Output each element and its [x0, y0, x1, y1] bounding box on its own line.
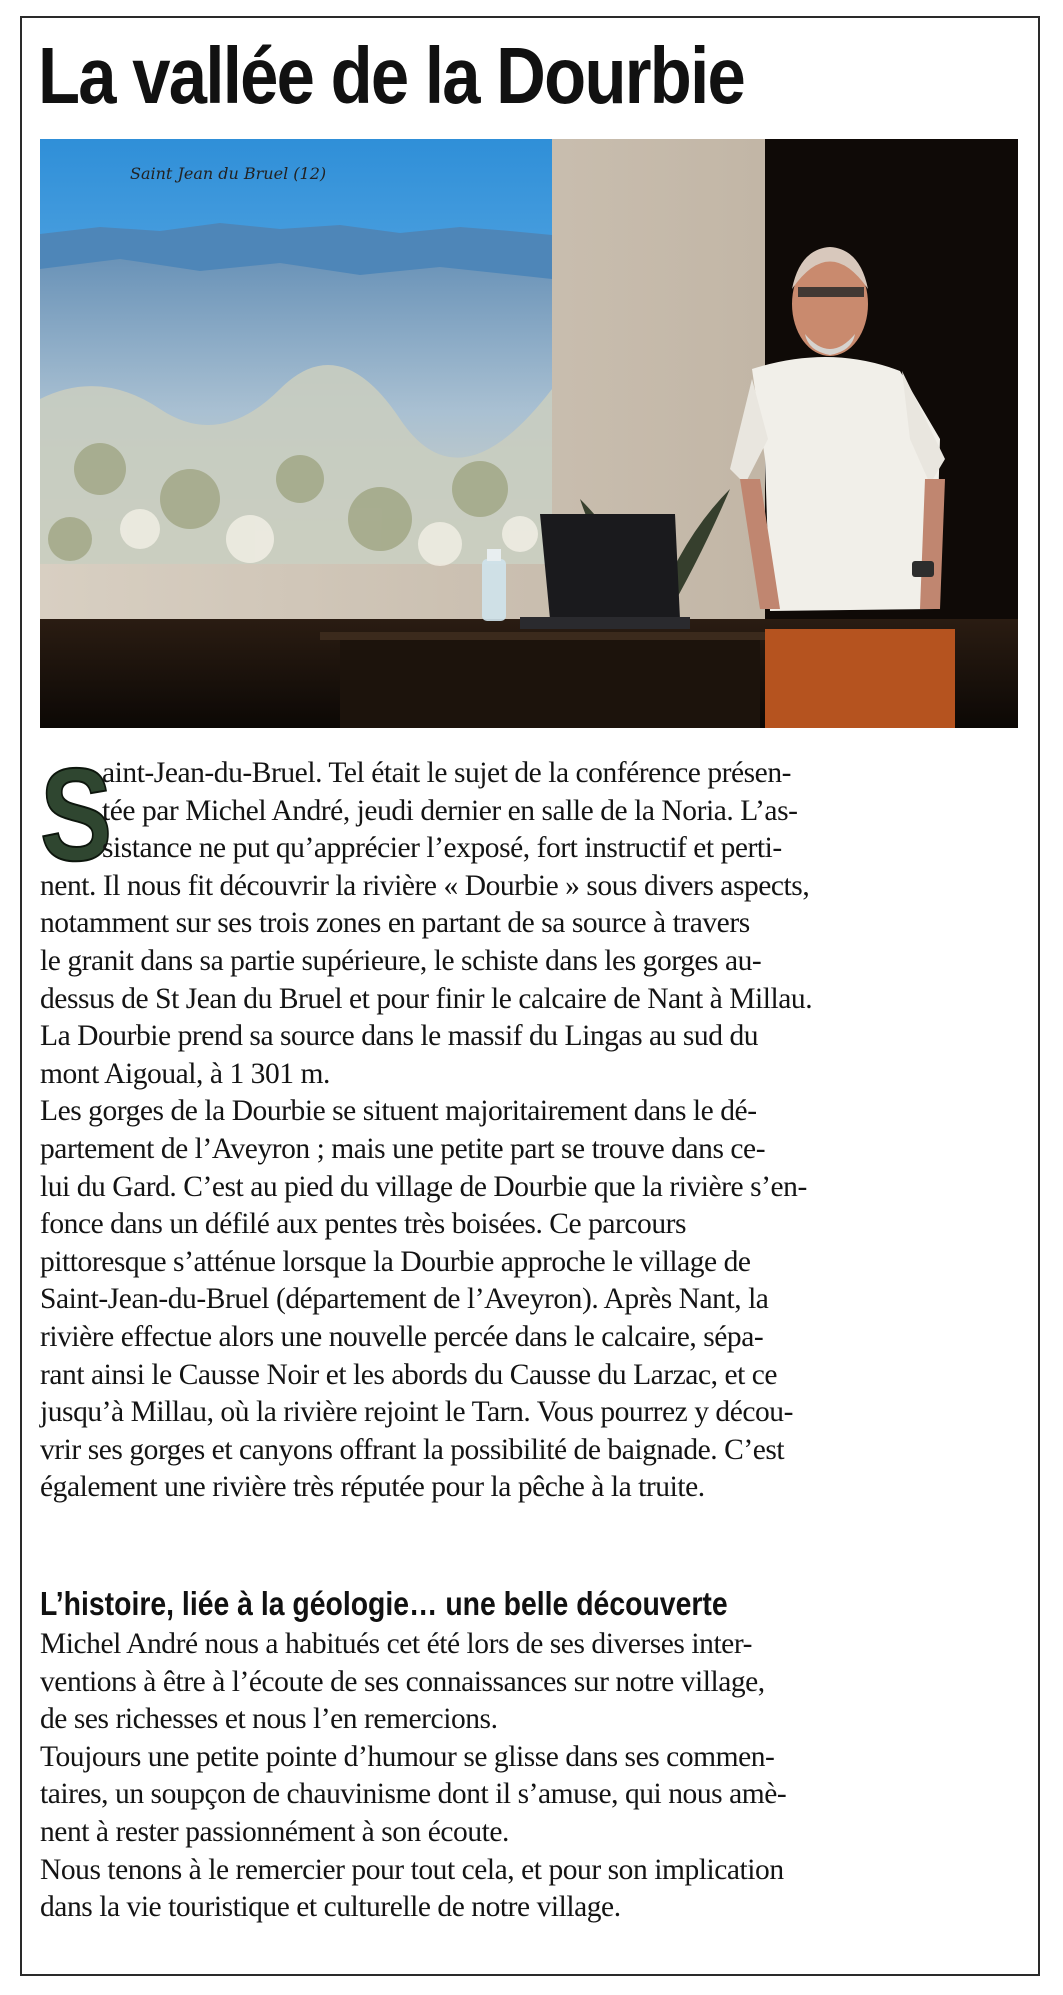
- body-line: sistance ne put qu’apprécier l’exposé, fort instructif et perti-: [102, 832, 782, 865]
- slide-caption: Saint Jean du Bruel (12): [130, 164, 327, 183]
- body-line: dessus de St Jean du Bruel et pour finir le calcaire de Nant à Millau.: [40, 982, 813, 1015]
- article-body-second: [40, 1626, 1030, 1927]
- article-body-main: [40, 741, 1030, 1507]
- body-line: lui du Gard. C’est au pied du village de Dourbie que la rivière s’en-: [40, 1170, 807, 1203]
- body-line: jusqu’à Millau, où la rivière rejoint le Tarn. Vous pourrez y décou-: [40, 1396, 793, 1429]
- body-line: dans la vie touristique et culturelle de notre village.: [40, 1891, 621, 1924]
- conference-photo-illustration: [40, 139, 1018, 728]
- conference-photo: [40, 139, 1018, 728]
- body-line: mont Aigoual, à 1 301 m.: [40, 1057, 330, 1090]
- section-subheading: L’histoire, liée à la géologie… une belle découverte: [40, 1585, 728, 1622]
- body-line: taires, un soupçon de chauvinisme dont il s’amuse, qui nous amè-: [40, 1778, 787, 1811]
- body-line: Michel André nous a habitués cet été lors de ses diverses inter-: [40, 1628, 752, 1660]
- body-line: rant ainsi le Causse Noir et les abords du Causse du Larzac, et ce: [40, 1358, 778, 1391]
- body-line: Saint-Jean-du-Bruel (département de l’Aveyron). Après Nant, la: [40, 1283, 769, 1316]
- body-line: Toujours une petite pointe d’humour se glisse dans ses commen-: [40, 1740, 775, 1773]
- body-line: vrir ses gorges et canyons offrant la possibilité de baignade. C’est: [40, 1433, 785, 1466]
- body-line: rivière effectue alors une nouvelle percée dans le calcaire, sépa-: [40, 1320, 764, 1353]
- body-line: nent à rester passionnément à son écoute.: [40, 1815, 509, 1848]
- body-line: le granit dans sa partie supérieure, le schiste dans les gorges au-: [40, 944, 762, 977]
- body-line: nent. Il nous fit découvrir la rivière « Dourbie » sous divers aspects,: [40, 869, 810, 902]
- body-line: Nous tenons à le remercier pour tout cela, et pour son implication: [40, 1853, 784, 1886]
- body-line: partement de l’Aveyron ; mais une petite part se trouve dans ce-: [40, 1132, 766, 1165]
- body-line: tée par Michel André, jeudi dernier en salle de la Noria. L’as-: [102, 794, 798, 827]
- body-line: fonce dans un défilé aux pentes très boisées. Ce parcours: [40, 1208, 687, 1241]
- body-line: de ses richesses et nous l’en remercions.: [40, 1703, 498, 1736]
- body-line: pittoresque s’atténue lorsque la Dourbie approche le village de: [40, 1245, 751, 1278]
- body-line: aint-Jean-du-Bruel. Tel était le sujet de la conférence présen-: [102, 757, 791, 789]
- body-line: notamment sur ses trois zones en partant de sa source à travers: [40, 907, 750, 940]
- article-title: La vallée de la Dourbie: [38, 31, 745, 120]
- body-line: Les gorges de la Dourbie se situent majoritairement dans le dé-: [40, 1095, 757, 1128]
- body-line: ventions à être à l’écoute de ses connaissances sur notre village,: [40, 1665, 765, 1698]
- body-line: également une rivière très réputée pour la pêche à la truite.: [40, 1471, 705, 1504]
- drop-cap: S: [40, 741, 113, 888]
- body-line: La Dourbie prend sa source dans le massif du Lingas au sud du: [40, 1020, 759, 1053]
